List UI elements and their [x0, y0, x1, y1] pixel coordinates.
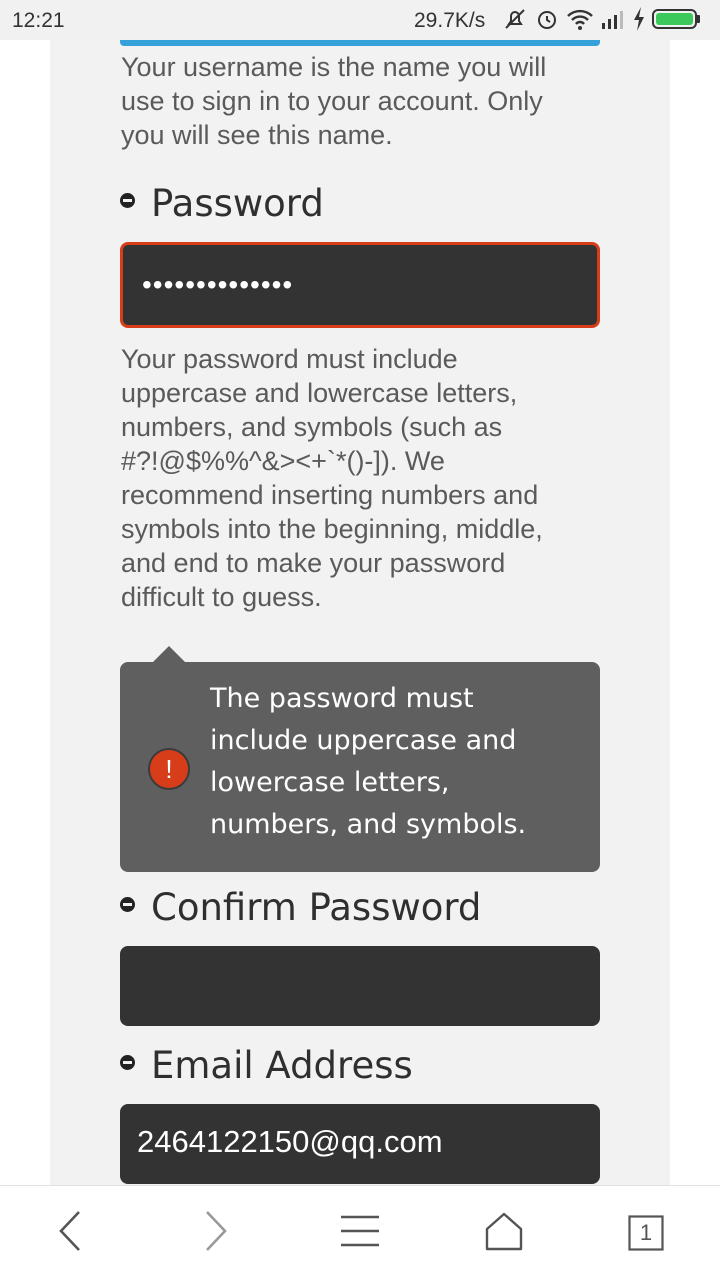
menu-icon	[340, 1213, 380, 1253]
email-label-text: Email Address	[151, 1044, 413, 1087]
email-label	[120, 1044, 413, 1087]
battery-icon	[652, 7, 702, 31]
mute-icon	[502, 6, 528, 32]
email-input[interactable]	[120, 1104, 600, 1184]
status-time: 12:21	[12, 9, 65, 32]
password-value: ••••••••••••••	[142, 269, 294, 300]
home-button[interactable]	[474, 1208, 534, 1258]
wifi-icon	[566, 7, 594, 31]
forward-button[interactable]	[186, 1208, 246, 1258]
tabs-button[interactable]	[616, 1208, 676, 1258]
charging-icon	[632, 6, 646, 32]
password-help-text: Your password must include uppercase and lowercase letters, numbers, and symbols (such as #?!@$%%^&><+`*()-]). We recommend inserting numbers and symbols into the beginning, middle, and end to make your password difficult to guess.	[121, 344, 543, 612]
alarm-icon	[534, 6, 560, 32]
tabs-icon	[628, 1215, 664, 1251]
password-label-text: Password	[151, 182, 324, 225]
forward-icon	[201, 1209, 231, 1257]
home-icon	[484, 1211, 524, 1255]
username-input-edge[interactable]	[120, 40, 600, 46]
back-button[interactable]	[40, 1208, 100, 1258]
back-icon	[55, 1209, 85, 1257]
password-error-tooltip	[120, 662, 600, 872]
signal-icon	[600, 7, 626, 31]
required-bullet-icon	[120, 1055, 135, 1070]
required-bullet-icon	[120, 193, 135, 208]
browser-nav-bar	[0, 1185, 720, 1281]
confirm-password-input[interactable]	[120, 946, 600, 1026]
email-value: 2464122150@qq.com	[137, 1124, 443, 1159]
error-message: The password must include uppercase and lowercase letters, numbers, and symbols.	[210, 683, 527, 840]
password-input[interactable]	[120, 242, 600, 328]
status-icons	[502, 6, 702, 32]
required-bullet-icon	[120, 897, 135, 912]
error-icon: !	[148, 748, 190, 790]
confirm-password-label-text: Confirm Password	[151, 886, 482, 929]
registration-form-panel	[50, 40, 670, 1185]
tab-count: 1	[639, 1220, 653, 1245]
menu-button[interactable]	[330, 1208, 390, 1258]
username-help-text: Your username is the name you will use to sign in to your account. Only you will see this name.	[121, 52, 547, 150]
network-speed: 29.7K/s	[414, 9, 486, 32]
confirm-password-label	[120, 886, 481, 929]
password-label	[120, 182, 324, 225]
status-bar	[0, 0, 720, 40]
